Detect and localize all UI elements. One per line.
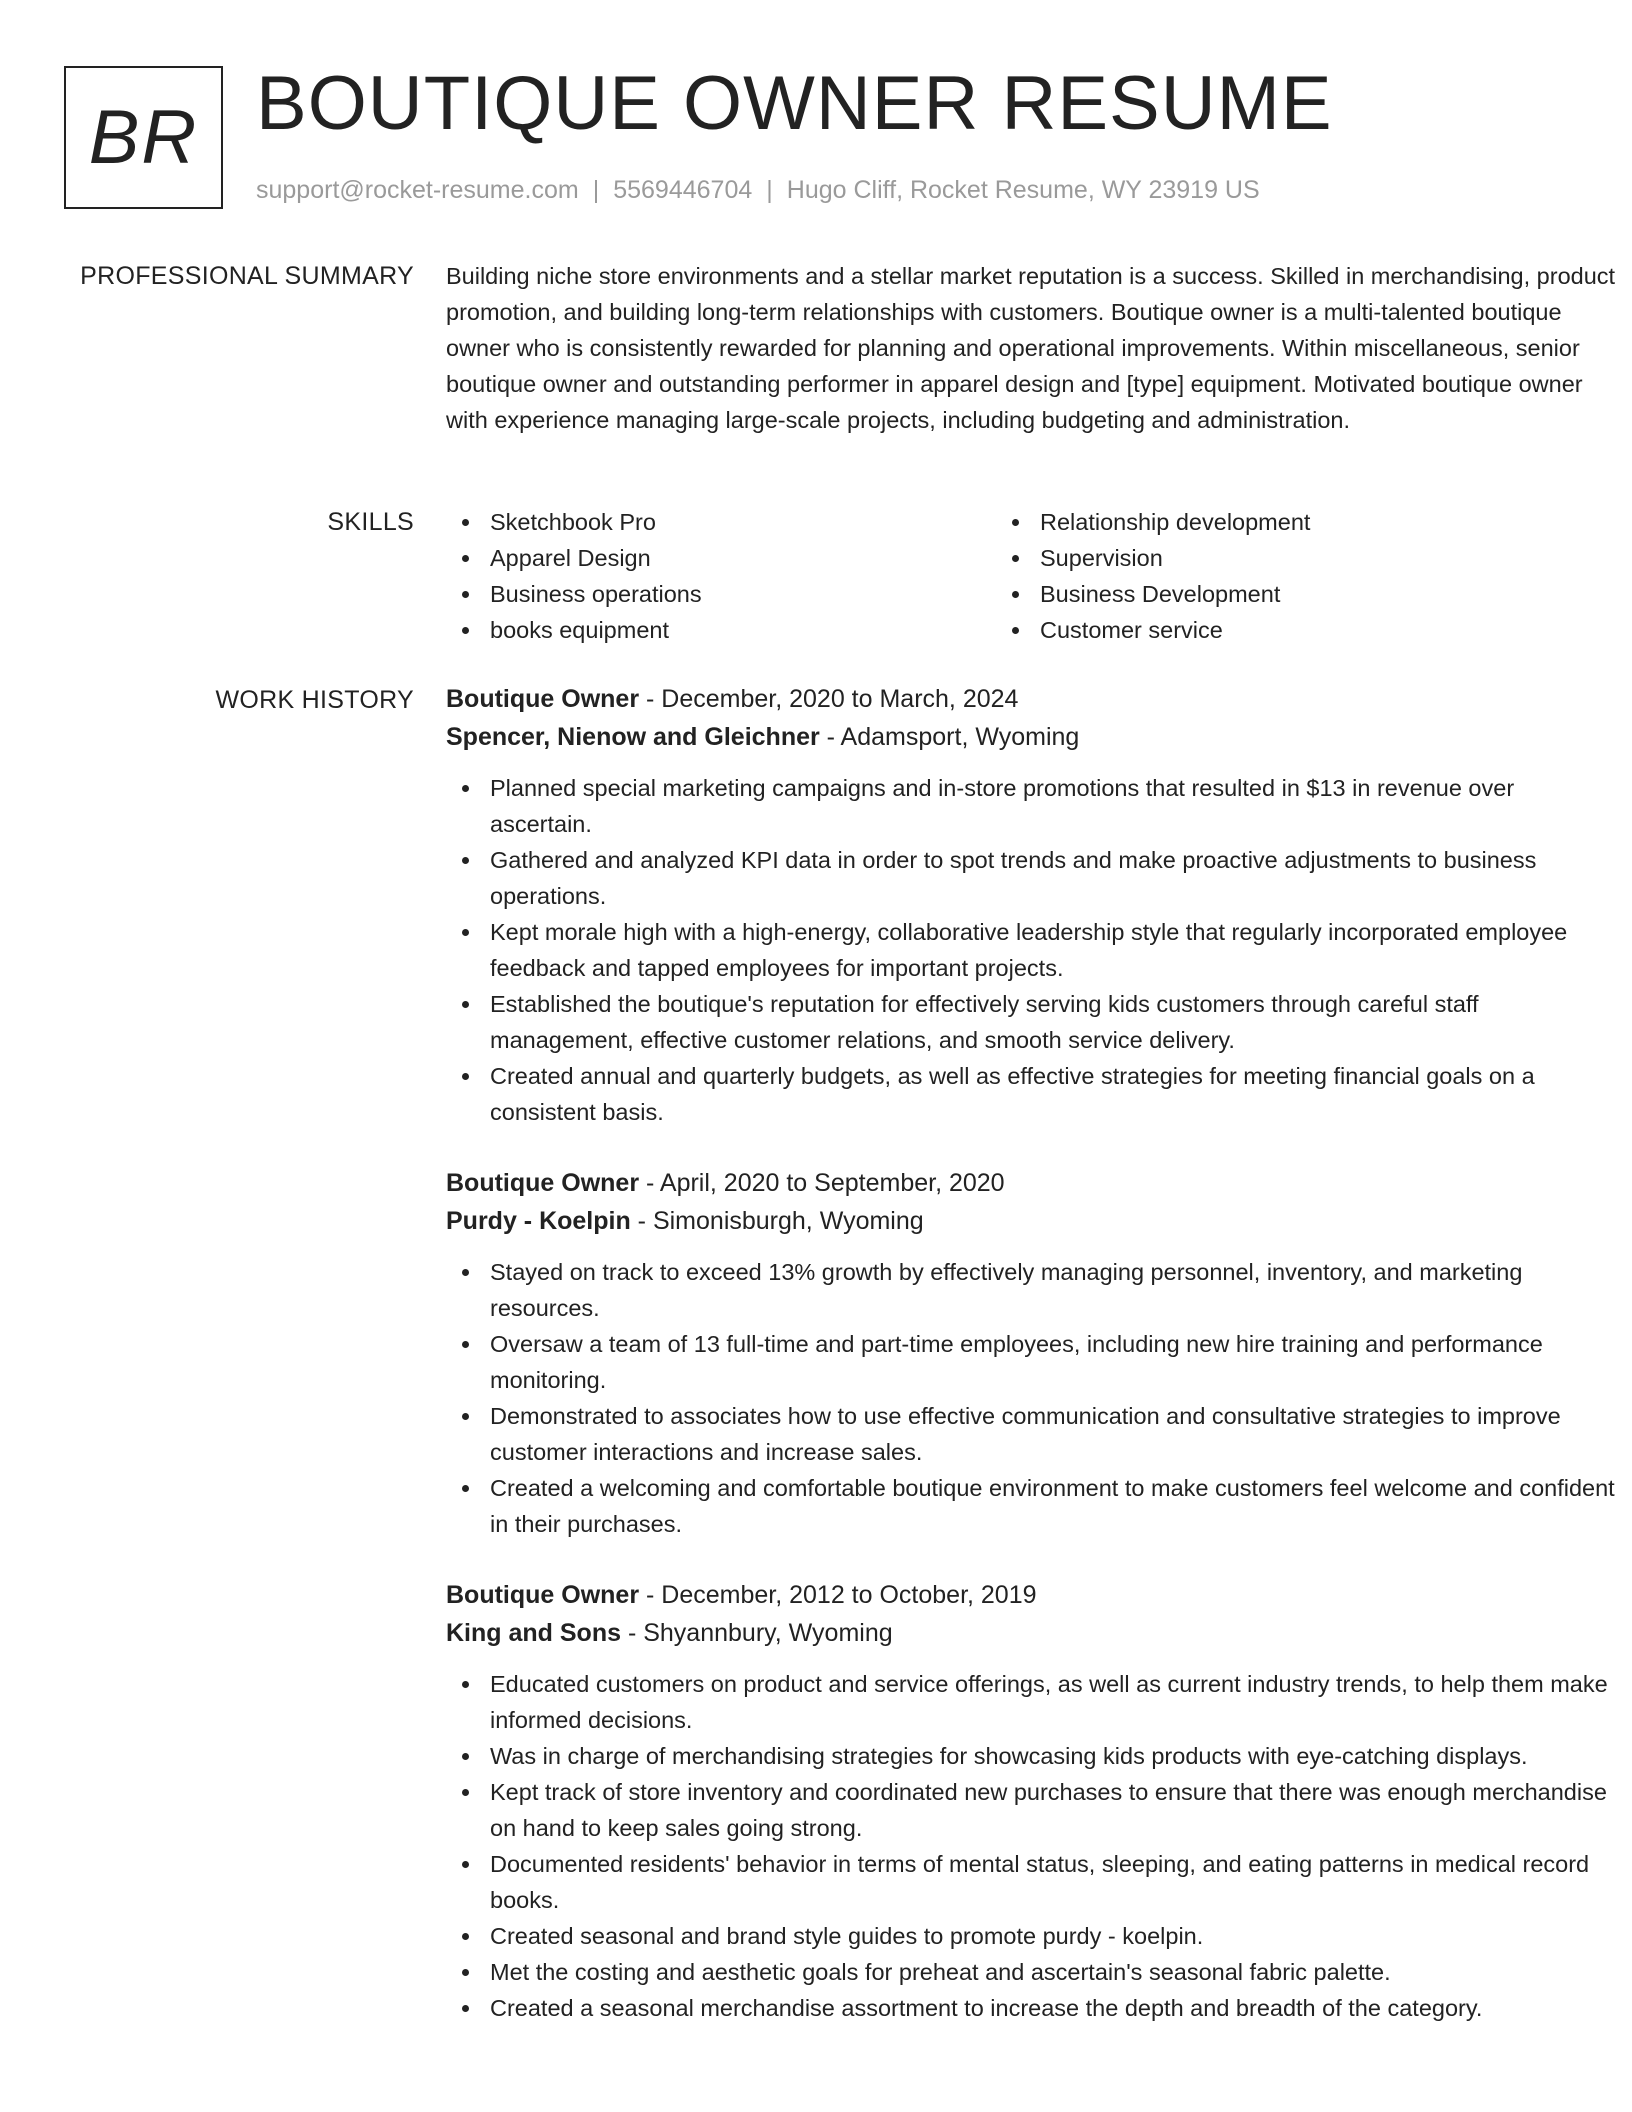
- job-company: King and Sons: [446, 1619, 621, 1647]
- job-bullet: Met the costing and aesthetic goals for preheat and ascertain's seasonal fabric palette.: [446, 1954, 1616, 1990]
- job-bullet: Created annual and quarterly budgets, as well as effective strategies for meeting financial goals on a consistent basis.: [446, 1058, 1616, 1130]
- skill-item: books equipment: [446, 612, 996, 648]
- job-title: Boutique Owner: [446, 1581, 640, 1609]
- resume-header: [64, 61, 1564, 210]
- job-bullet: Created seasonal and brand style guides to promote purdy - koelpin.: [446, 1918, 1616, 1954]
- summary-body: [446, 258, 1616, 438]
- skill-item: Relationship development: [996, 504, 1546, 540]
- skill-item: Apparel Design: [446, 540, 996, 576]
- section-label-work-history: WORK HISTORY: [215, 686, 414, 714]
- skill-item: Supervision: [996, 540, 1546, 576]
- skills-column-right: [996, 504, 1546, 648]
- skill-item: Sketchbook Pro: [446, 504, 996, 540]
- summary-text: Building niche store environments and a stellar market reputation is a success. Skilled in merchandising, product promotion, and building long-term relationships with customers. Boutique owner is a multi-talented boutique owner who is consistently rewarded for planning and operational improvements. Within miscellaneous, senior boutique owner and outstanding performer in apparel design and [type] equipment. Motivated boutique owner with experience managing large-scale projects, including budgeting and administration.: [446, 263, 1616, 433]
- job-entry: [446, 1164, 1616, 1542]
- skills-grid: [446, 504, 1616, 648]
- contact-address: Hugo Cliff, Rocket Resume, WY 23919 US: [786, 176, 1260, 204]
- job-bullet: Kept track of store inventory and coordinated new purchases to ensure that there was enough merchandise on hand to keep sales going strong.: [446, 1774, 1616, 1846]
- job-title: Boutique Owner: [446, 1169, 640, 1197]
- job-title-line: [446, 680, 1616, 718]
- job-dates: - December, 2020 to March, 2024: [639, 685, 1019, 713]
- contact-line: [256, 174, 1260, 207]
- contact-separator: |: [592, 176, 600, 204]
- section-label-summary: PROFESSIONAL SUMMARY: [80, 262, 414, 290]
- contact-separator: |: [766, 176, 773, 204]
- job-title: Boutique Owner: [446, 685, 640, 713]
- work-history-body: [446, 680, 1616, 2060]
- job-entry: [446, 1576, 1616, 2026]
- skills-column-left: [446, 504, 996, 648]
- job-dates: - April, 2020 to September, 2020: [639, 1169, 1005, 1197]
- monogram-box: BR: [64, 66, 223, 209]
- job-location: - Simonisburgh, Wyoming: [630, 1207, 924, 1235]
- job-title-line: [446, 1576, 1616, 1614]
- job-company: Purdy - Koelpin: [446, 1207, 631, 1235]
- job-bullet: Created a seasonal merchandise assortment to increase the depth and breadth of the category.: [446, 1990, 1616, 2026]
- page-title: BOUTIQUE OWNER RESUME: [256, 61, 1333, 146]
- job-bullets: [446, 1254, 1616, 1542]
- job-bullet: Established the boutique's reputation for effectively serving kids customers through careful staff management, effective customer relations, and smooth service delivery.: [446, 986, 1616, 1058]
- job-bullet: Stayed on track to exceed 13% growth by effectively managing personnel, inventory, and marketing resources.: [446, 1254, 1616, 1326]
- job-bullet: Oversaw a team of 13 full-time and part-time employees, including new hire training and performance monitoring.: [446, 1326, 1616, 1398]
- job-dates: - December, 2012 to October, 2019: [639, 1581, 1037, 1609]
- job-entry: [446, 680, 1616, 1130]
- job-company: Spencer, Nienow and Gleichner: [446, 723, 820, 751]
- job-company-line: [446, 1614, 1616, 1652]
- job-title-line: [446, 1164, 1616, 1202]
- skill-item: Business operations: [446, 576, 996, 612]
- job-bullet: Demonstrated to associates how to use effective communication and consultative strategies to improve customer interactions and increase sales.: [446, 1398, 1616, 1470]
- job-bullet: Gathered and analyzed KPI data in order to spot trends and make proactive adjustments to business operations.: [446, 842, 1616, 914]
- contact-phone[interactable]: 5569446704: [613, 176, 753, 204]
- job-bullet: Was in charge of merchandising strategies for showcasing kids products with eye-catching displays.: [446, 1738, 1616, 1774]
- job-bullet: Created a welcoming and comfortable boutique environment to make customers feel welcome and confident in their purchases.: [446, 1470, 1616, 1542]
- job-bullets: [446, 1666, 1616, 2026]
- job-company-line: [446, 1202, 1616, 1240]
- job-bullet: Educated customers on product and service offerings, as well as current industry trends, to help them make informed decisions.: [446, 1666, 1616, 1738]
- job-bullets: [446, 770, 1616, 1130]
- skill-item: Customer service: [996, 612, 1546, 648]
- contact-email[interactable]: support@rocket-resume.com: [256, 176, 579, 204]
- skills-body: [446, 504, 1616, 648]
- job-bullet: Documented residents' behavior in terms of mental status, sleeping, and eating patterns in medical record books.: [446, 1846, 1616, 1918]
- job-bullet: Kept morale high with a high-energy, collaborative leadership style that regularly incorporated employee feedback and tapped employees for important projects.: [446, 914, 1616, 986]
- job-company-line: [446, 718, 1616, 756]
- job-location: - Shyannbury, Wyoming: [621, 1619, 893, 1647]
- skill-item: Business Development: [996, 576, 1546, 612]
- job-bullet: Planned special marketing campaigns and in-store promotions that resulted in $13 in revenue over ascertain.: [446, 770, 1616, 842]
- section-label-skills: SKILLS: [327, 508, 414, 536]
- job-location: - Adamsport, Wyoming: [819, 723, 1080, 751]
